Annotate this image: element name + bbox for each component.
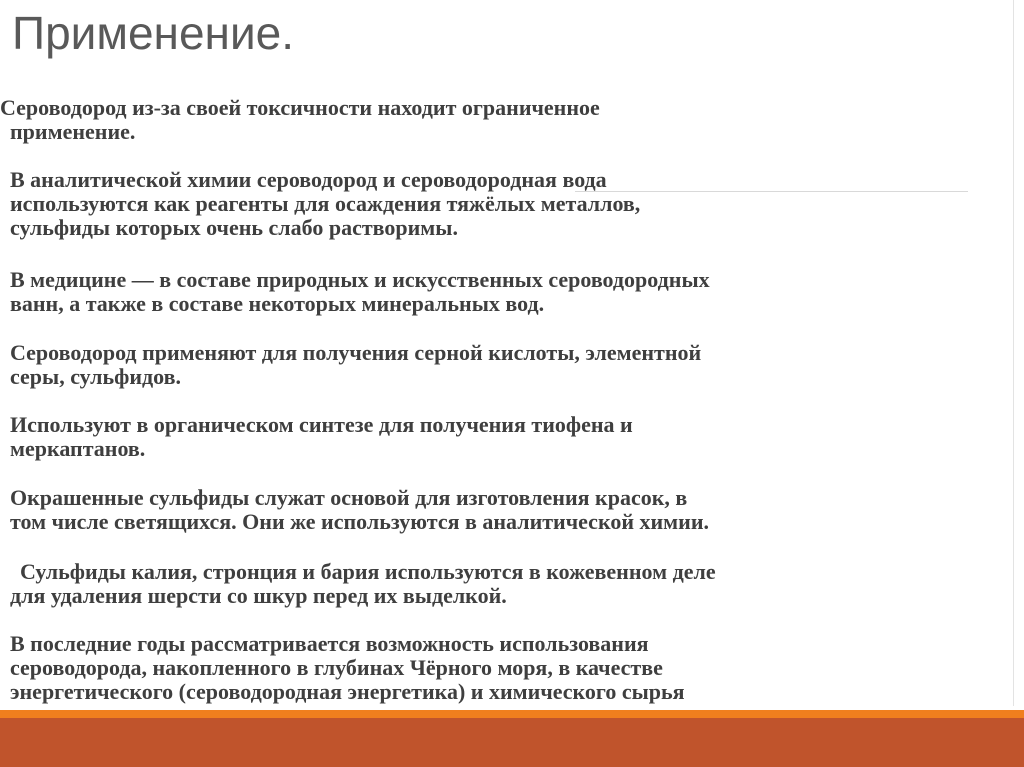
paragraph-analytical-chemistry (10, 168, 1010, 240)
paragraph-line: меркаптанов. (10, 436, 146, 461)
paragraph-line: энергетического (сероводородная энергетика) и химического сырья (10, 679, 685, 704)
paragraph-pigments (10, 486, 1010, 534)
paragraph-line: В последние годы рассматривается возможность использования (10, 631, 649, 656)
paragraph-black-sea-energy (10, 632, 1010, 704)
paragraph-line: сульфиды которых очень слабо растворимы. (10, 215, 458, 240)
paragraph-leather (10, 560, 1010, 608)
paragraph-line: используются как реагенты для осаждения тяжёлых металлов, (10, 191, 641, 216)
paragraph-line: Окрашенные сульфиды служат основой для изготовления красок, в (10, 485, 688, 510)
paragraph-line: для удаления шерсти со шкур перед их выделкой. (10, 583, 507, 608)
paragraph-line: В медицине — в составе природных и искусственных сероводородных (10, 267, 710, 292)
paragraph-line: Сульфиды калия, стронция и бария используются в кожевенном деле (20, 559, 716, 584)
paragraph-line: сероводорода, накопленного в глубинах Чёрного моря, в качестве (10, 655, 663, 680)
paragraph-medicine (10, 268, 1010, 316)
paragraph-sulfuric-acid (10, 341, 1010, 389)
paragraph-line: ванн, а также в составе некоторых минеральных вод. (10, 291, 545, 316)
paragraph-line: Используют в органическом синтезе для получения тиофена и (10, 412, 633, 437)
slide-title: Применение. (12, 7, 294, 59)
paragraph-line: том числе светящихся. Они же используются в аналитической химии. (10, 509, 710, 534)
paragraph-line: В аналитической химии сероводород и сероводородная вода (10, 167, 607, 192)
accent-line (0, 710, 1024, 718)
paragraph-line: серы, сульфидов. (10, 364, 181, 389)
paragraph-limited-use (0, 96, 1000, 144)
paragraph-line: Сероводород из-за своей токсичности находит ограниченное (0, 95, 600, 120)
paragraph-organic-synthesis (10, 413, 1010, 461)
footer-bar (0, 718, 1024, 767)
paragraph-line: Сероводород применяют для получения серной кислоты, элементной (10, 340, 702, 365)
paragraph-line: применение. (10, 119, 136, 144)
